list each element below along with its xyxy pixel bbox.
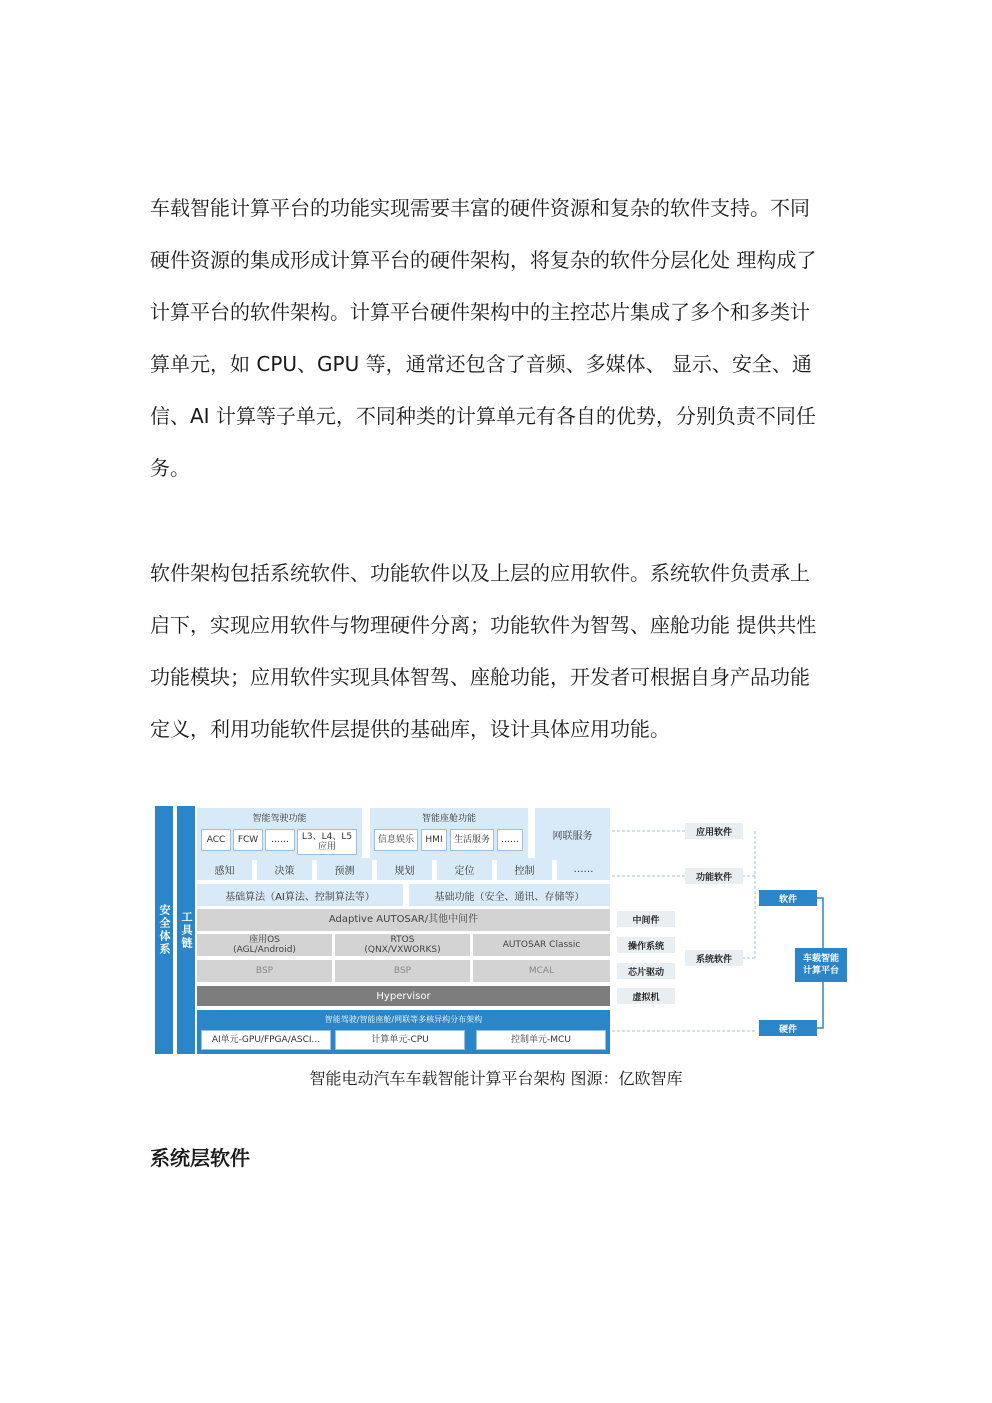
software-tag: 软件 — [759, 890, 817, 906]
text-line: 算单元，如 CPU、GPU 等，通常还包含了音频、多媒体、 显示、安全、通 — [150, 352, 812, 376]
section-heading: 系统层软件 — [150, 1146, 250, 1170]
cockpit-item: HMI — [421, 829, 447, 851]
text-line: 信、AI 计算等子单元，不同种类的计算单元有各自的优势，分别负责不同任 — [150, 404, 816, 428]
text-line: 定义，利用功能软件层提供的基础库，设计具体应用功能。 — [150, 717, 670, 741]
driver-box: BSP — [335, 960, 470, 982]
adas-item: …… — [265, 829, 295, 851]
hardware-unit: 计算单元-CPU — [335, 1030, 465, 1050]
base-function-box: 基础功能（安全、通讯、存储等） — [409, 884, 610, 906]
driver-box: BSP — [197, 960, 332, 982]
text-line: 启下，实现应用软件与物理硬件分离；功能软件为智驾、座舱功能 提供共性 — [150, 613, 817, 637]
function-item: 控制 — [497, 858, 552, 880]
os-box: RTOS (QNX/VXWORKS) — [335, 934, 470, 956]
function-item: 感知 — [197, 858, 252, 880]
function-software-tag: 功能软件 — [685, 868, 743, 884]
hypervisor-box: Hypervisor — [197, 986, 610, 1006]
adas-item: ACC — [201, 829, 231, 851]
function-item: …… — [557, 858, 610, 880]
hardware-title: 智能驾驶/智能座舱/网联等多核异构分布架构 — [324, 1015, 483, 1024]
adas-title: 智能驾驶功能 — [252, 814, 307, 824]
architecture-diagram — [155, 806, 855, 1056]
function-item: 决策 — [257, 858, 312, 880]
hardware-panel — [197, 1010, 610, 1054]
function-item: 预测 — [317, 858, 372, 880]
function-item: 规划 — [377, 858, 432, 880]
text-line: 功能模块；应用软件实现具体智驾、座舱功能，开发者可根据自身产品功能 — [150, 665, 810, 689]
hardware-unit: 控制单元-MCU — [476, 1030, 606, 1050]
adas-panel — [197, 808, 362, 860]
os-box: 座用OS (AGL/Android) — [197, 934, 332, 956]
adas-item: FCW — [233, 829, 263, 851]
chip-driver-tag: 芯片驱动 — [617, 963, 675, 979]
text-line: 务。 — [150, 456, 190, 480]
app-software-tag: 应用软件 — [685, 823, 743, 839]
vm-tag: 虚拟机 — [617, 988, 675, 1004]
middleware-box: Adaptive AUTOSAR/其他中间件 — [197, 909, 610, 931]
toolchain-bar: 工具链 — [177, 806, 195, 1054]
text-line: 软件架构包括系统软件、功能软件以及上层的应用软件。系统软件负责承上 — [150, 561, 810, 585]
platform-tag: 车载智能 计算平台 — [795, 948, 847, 982]
cockpit-title: 智能座舱功能 — [421, 814, 476, 824]
cockpit-item: 生活服务 — [450, 829, 494, 851]
cockpit-panel — [370, 808, 528, 860]
text-line: 车载智能计算平台的功能实现需要丰富的硬件资源和复杂的软件支持。不同 — [150, 196, 810, 220]
middleware-tag: 中间件 — [617, 911, 675, 927]
function-item: 定位 — [437, 858, 492, 880]
text-line: 计算平台的软件架构。计算平台硬件架构中的主控芯片集成了多个和多类计 — [150, 300, 810, 324]
connected-service-box: 网联服务 — [535, 808, 610, 860]
intro-paragraph — [150, 182, 850, 494]
software-architecture-paragraph — [150, 547, 850, 755]
safety-system-bar: 安全体系 — [155, 806, 173, 1054]
hardware-unit: AI单元-GPU/FPGA/ASCI... — [201, 1030, 331, 1050]
cockpit-item: 信息娱乐 — [374, 829, 418, 851]
figure-caption: 智能电动汽车车载智能计算平台架构 图源：亿欧智库 — [309, 1069, 683, 1088]
cockpit-item: …… — [497, 829, 523, 851]
os-tag: 操作系统 — [617, 937, 675, 953]
system-software-tag: 系统软件 — [685, 950, 743, 966]
base-algorithm-box: 基础算法（AI算法、控制算法等） — [197, 884, 403, 906]
adas-item: L3、L4、L5 应用 — [297, 829, 357, 855]
driver-box: MCAL — [473, 960, 610, 982]
text-line: 硬件资源的集成形成计算平台的硬件架构，将复杂的软件分层化处 理构成了 — [150, 248, 817, 272]
hardware-tag: 硬件 — [759, 1020, 817, 1036]
os-box: AUTOSAR Classic — [473, 934, 610, 956]
